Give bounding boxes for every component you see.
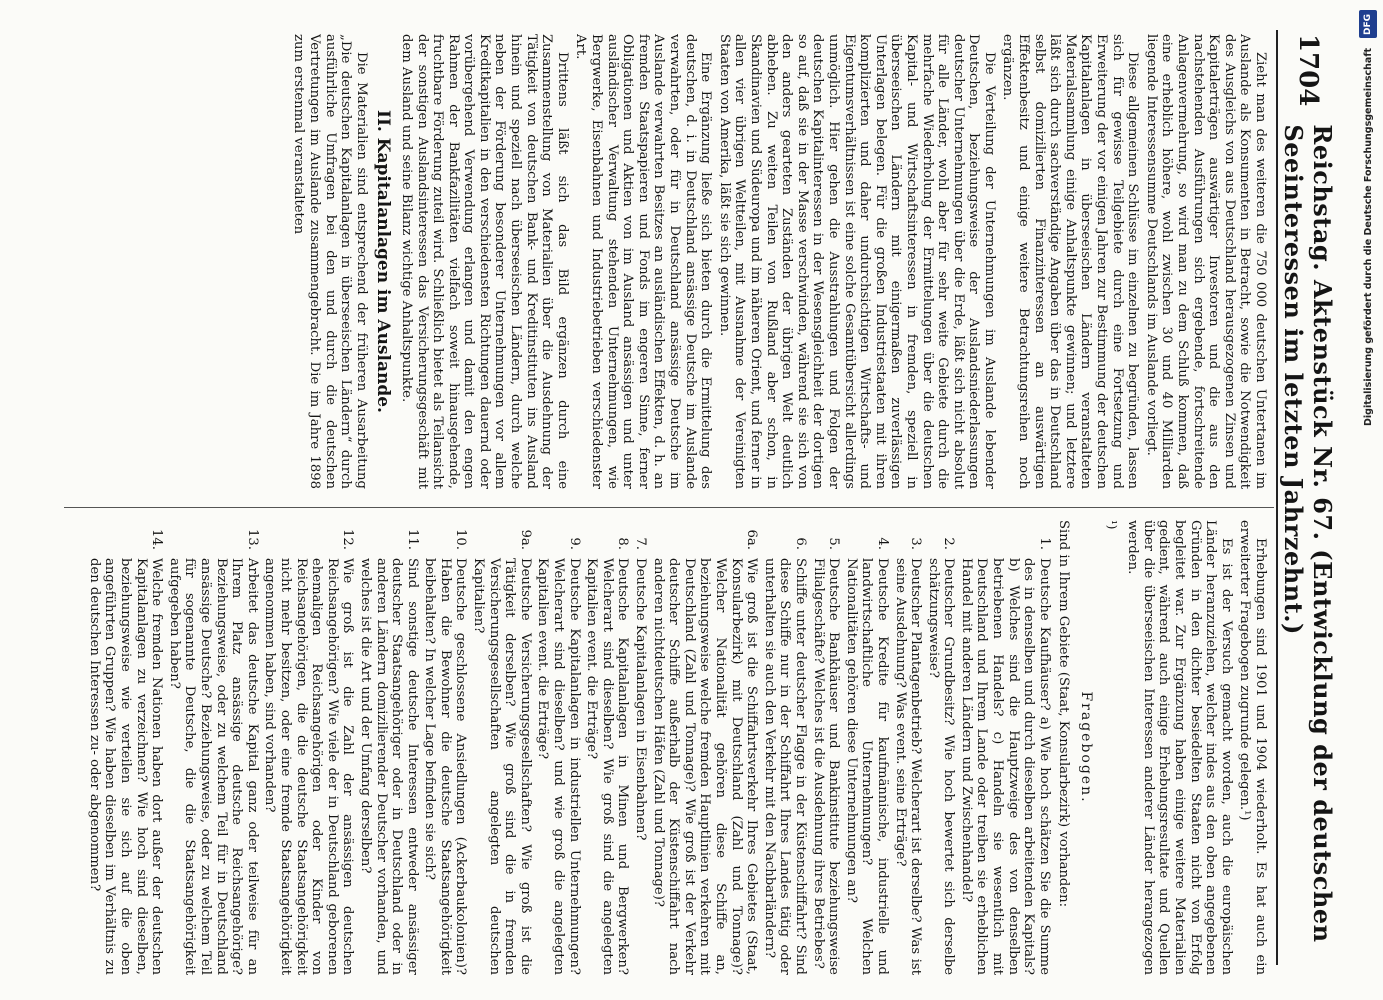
item-text: Deutsche Kapitalanlagen in industriellen Unternehmungen? Welcherart sind dieselben? und wie groß die angelegten Kapitalien event. die Erträge? — [535, 558, 582, 975]
list-item — [761, 520, 808, 975]
item-text: Deutsche Versicherungsgesellschaften? Wie groß ist die Tätigkeit derselben? Wie groß sind die in fremden Versicherungsgesellschaften angelegten deutschen Kapitalien? — [471, 558, 533, 975]
item-number: 6. — [792, 537, 808, 550]
list-item — [262, 520, 356, 975]
list-item — [357, 520, 419, 975]
paragraph: Erhebungen sind 1901 und 1904 wiederholt. Es hat auch ein erweiterter Fragebogen zugrunde gelegen.¹) — [1237, 520, 1268, 975]
item-text: Schiffe unter deutscher Flagge in der Küstenschiffahrt? Sind diese Schiffe nur in der Schiffahrt Ihres Landes tätig oder unterhalten sie auch den Verkehr mit den Nachbarländern? — [761, 558, 808, 975]
item-text: Deutsche Kaufhäuser? a) Wie hoch schätzen Sie die Summe des in denselben und durch dieselben arbeitenden Kapitals? b) Welches sind die Hauptzweige des von denselben betriebenen Handels? c) Handeln sie wesentlich mit Deutschland und Ihrem Lande oder treiben sie erheblichen Handel mit anderen Ländern und Zwischenhandel? — [958, 558, 1052, 975]
list-item — [925, 520, 956, 975]
item-number: 2. — [941, 537, 957, 550]
list-item — [632, 520, 648, 975]
item-number: 9. — [566, 537, 582, 550]
item-text: Deutsche Kapitalanlagen in Minen und Bergwerken? Welcherart sind dieselben? Wie groß sind die angelegten Kapitalien event. die Erträge? — [584, 558, 631, 975]
item-number: 6a. — [744, 529, 760, 550]
item-text: Deutsche Kredite für kaufmännische, industrielle und landwirtschaftliche Unternehmungen? Welchen Nationalitäten gehören diese Unternehmungen an? — [843, 558, 890, 975]
item-number: 9a. — [517, 529, 533, 550]
list-item — [584, 520, 631, 975]
item-text: Deutsche geschlossene Ansiedlungen (Ackerbaukolonien)? Haben die Bewohner die deutsche Staatsangehörigkeit beibehalten? In welcher Lage befinden sie sich? — [422, 558, 469, 975]
funding-sidebar — [1356, 10, 1380, 990]
paragraph: Drittens läßt sich das Bild ergänzen durch eine Zusammenstellung von Materialien über die Ausdehnung der Tätigkeit von deutschen Bank- und Kreditinstituten ins Ausland hinein und speziell nach überseeischen Ländern, durch welche neben der Förderung besonderer Unternehmungen vor allem Kreditkapitalien in den verschiedensten Richtungen dauernd oder vorübergehend Verwendung erlangen und damit den engen Rahmen der Bankfazilitäten vielfach soweit hinausgehende, fruchtbare Förderung zuteil wird. Schließlich bietet als Teilansicht der sonstigen Auslandsinteressen das Versicherungsgeschäft mit dem Ausland und seine Bilanz wichtige Anhaltspunkte. — [398, 34, 570, 489]
list-item — [535, 520, 582, 975]
page-header — [1278, 34, 1338, 964]
footnote-marker: ¹) — [1104, 520, 1119, 530]
item-number: 3. — [908, 537, 924, 550]
paragraph: Zieht man des weiteren die 750 000 deutschen Untertanen im Auslande als Konsumenten in Betracht, sowie die Notwendigkeit des Ausgleichs von aus Deutschland herausgezogenen Zinsen und Kapitalerträgen auswärtiger Investoren und die aus den nachstehenden Ausführungen sich ergebende, fortschreitende Anlagenvermehrung, so wird man zu dem Schluß kommen, daß eine erheblich höhere, wohl zwischen 30 und 40 Milliarden liegende Interessensumme Deutschlands im Auslande vorliegt. — [1143, 34, 1268, 489]
item-text: Arbeitet das deutsche Kapital ganz oder teilweise für an Ihrem Platz ansässige deutsche Reichsangehörige? Beziehungsweise, oder zu welchem Teil für in Deutschland ansässige Deutsche? Beziehungsweise, oder zu welchem Teil für sogenannte Deutsche, die die Staatsangehörigkeit aufgegeben haben? — [166, 558, 260, 975]
item-text: Deutscher Plantagenbetrieb? Welcherart ist derselbe? Was ist seine Ausdehnung? Was event. seine Erträge? — [892, 558, 924, 975]
item-text: Deutscher Grundbesitz? Wie hoch bewertet sich derselbe schätzungsweise? — [925, 558, 957, 975]
item-number: 11. — [404, 529, 420, 550]
item-text: Deutsche Bankhäuser und Bankinstitute beziehungsweise Filialgeschäfte? Welches ist die Ausdehnung ihres Betriebes? — [810, 558, 842, 975]
left-column — [68, 34, 1268, 489]
item-number: 8. — [615, 537, 631, 550]
item-text: Sind sonstige deutsche Interessen entweder ansässiger deutscher Staatsangehöriger oder in Deutschland oder in anderen Ländern domizilierender Deutscher vorhanden, und welches ist die Art und der Umfang derselben? — [357, 558, 420, 975]
funding-note: Digitalisierung gefördert durch die Deutsche Forschungsgemeinschaft — [1362, 48, 1374, 426]
list-item — [810, 520, 841, 975]
header-rule — [1276, 30, 1278, 965]
running-title: Reichstag. Aktenstück Nr. 67. (Entwicklung der deutschen Seeinteressen im letzten Jahrzehnt.) — [1279, 124, 1337, 943]
item-text: Welche fremden Nationen haben dort außer der deutschen Kapitalanlagen zu verzeichnen? Wie hoch sind dieselben, beziehungsweise wie verteilen sie sich auf die oben angeführten Gruppen? Wie haben dieselben im Verhältnis zu den deutschen Interessen zu- oder abgenommen? — [86, 558, 165, 975]
item-number: 13. — [244, 529, 260, 550]
questionnaire-title: Fragebogen. — [1078, 691, 1095, 804]
right-column — [68, 520, 1268, 975]
list-item — [843, 520, 890, 975]
paragraph: Die Verteilung der Unternehmungen im Auslande lebender Deutschen, beziehungsweise der Auslandsniederlassungen deutscher Unternehmungen über die Erde, läßt sich nicht absolut für alle Länder, wohl aber für sehr weite Gebiete durch die mehrfache Wiederholung der Ermittelungen über die deutschen Kapital- und Wirtschaftsinteressen in fremden, speziell in überseeischen Ländern mit einigermaßen zuverlässigen Unterlagen belegen. Für die großen Industriestaaten mit ihren komplizierten und daher undurchsichtigen Wirtschafts- und Eigentumsverhältnissen ist eine solche Gesamtübersicht allerdings unmöglich. Hier gehen die Ausstrahlungen und Folgen der deutschen Kapitalinteressen in der Wesensgleichheit der dortigen so auf, daß sie in der Masse verschwinden, während sie sich von den anders gearteten Zuständen der übrigen Welt deutlich abheben. Zu weiten Teilen von Rußland aber schon, in Skandinavien und Südeuropa und im näheren Orient, und ferner in allen vier übrigen Weltteilen, mit Ausnahme der Vereinigten Staaten von Amerika, läßt sie sich gewinnen. — [716, 34, 997, 489]
list-item — [650, 520, 759, 975]
dfg-logo: DFG — [1359, 10, 1377, 38]
item-number: 14. — [149, 529, 165, 550]
list-item — [958, 520, 1052, 975]
item-number: 10. — [453, 529, 469, 550]
paragraph: Die Materialien sind entsprechend der früheren Ausarbeitung „Die deutschen Kapitalanlagen in überseeischen Ländern“ durch ausführliche Umfragen bei den und durch die deutschen Vertretungen im Auslande zusammengebracht. Die im Jahre 1898 zum erstenmal veranstalteten — [291, 34, 369, 489]
document-page — [38, 20, 1338, 980]
item-text: Wie groß ist die Zahl der ansässigen deutschen Reichsangehörigen? Wie viele der in Deutschland geborenen ehemaligen Reichsangehörigen oder Kinder von Reichsangehörigen, die die deutsche Staatsangehörigkeit nicht mehr besitzen, oder eine fremde Staatsangehörigkeit angenommen haben, sind vorhanden? — [262, 558, 356, 975]
list-item — [422, 520, 469, 975]
list-item — [166, 520, 260, 975]
item-number: 4. — [874, 537, 890, 550]
paragraph: Es ist der Versuch gemacht worden, auch die europäischen Länder heranzuziehen, welcher indes aus den oben angegebenen Gründen in den dichter besiedelten Staaten nicht von Erfolg begleitet war. Zur Ergänzung haben einige weitere Materialien gedient, während auch einige Erhebungsresultate und Quellen über die überseeischen Interessen anderer Länder herangezogen werden. — [1125, 520, 1234, 975]
list-item — [471, 520, 533, 975]
item-number: 7. — [633, 537, 649, 550]
page-number: 1704 — [1293, 34, 1323, 107]
item-number: 5. — [826, 537, 842, 550]
questionnaire-intro: Sind in Ihrem Gebiete (Staat, Konsularbezirk) vorhanden: — [1056, 520, 1072, 908]
section-heading: II. Kapitalanlagen im Auslande. — [373, 110, 394, 413]
paragraph: Eine Ergänzung ließe sich bieten durch die Ermittelung des deutschen, d. i. in Deutschland ansässige Deutsche im Auslande verwahrten, oder für in Deutschland ansässige Deutsche im Auslande verwahrten Besitzes an ausländischen Effekten, d. h. an fremden Staatspapieren und Fonds im engeren Sinne, ferner Obligationen und Aktien von im Ausland ansässigen und unter ausländischer Verwaltung stehenden Unternehmungen, wie Bergwerke, Eisenbahnen und Industriebetrieben verschiedenster Art. — [573, 34, 714, 489]
list-item — [86, 520, 164, 975]
column-divider — [64, 507, 1274, 508]
questionnaire-list — [86, 520, 1052, 975]
item-text: Deutsche Kapitalanlagen in Eisenbahnen? — [633, 558, 649, 841]
paragraph: Diese allgemeinen Schlüsse im einzelnen zu begründen, lassen sich für gewisse Teilgebiete durch eine Fortsetzung und Erweiterung der vor einigen Jahren zur Bestimmung der deutschen Kapitalanlagen in überseeischen Ländern veranstalteten Materialsammlung einige Anhaltspunkte gewinnen; und letztere läßt sich durch sachverständige Angaben über das in Deutschland selbst domizilierten Finanzinteressen an auswärtigen Effektenbesitz und einige weitere Betrachtungsreihen noch ergänzen. — [1000, 34, 1141, 489]
item-text: Wie groß ist die Schiffahrtsverkehr Ihres Gebietes (Staat, Konsularbezirk) mit Deutschland (Zahl und Tonnage)? Welcher Nationalität gehören diese Schiffe an, beziehungsweise welche fremden Hauptlinien verkehren mit Deutschland (Zahl und Tonnage)? Wie groß ist der Verkehr deutscher Schiffe außerhalb der Küstenschiffahrt nach anderen nichtdeutschen Häfen (Zahl und Tonnage)? — [650, 558, 760, 975]
item-number: 12. — [340, 529, 356, 550]
item-number: 1. — [1036, 537, 1052, 550]
list-item — [892, 520, 923, 975]
